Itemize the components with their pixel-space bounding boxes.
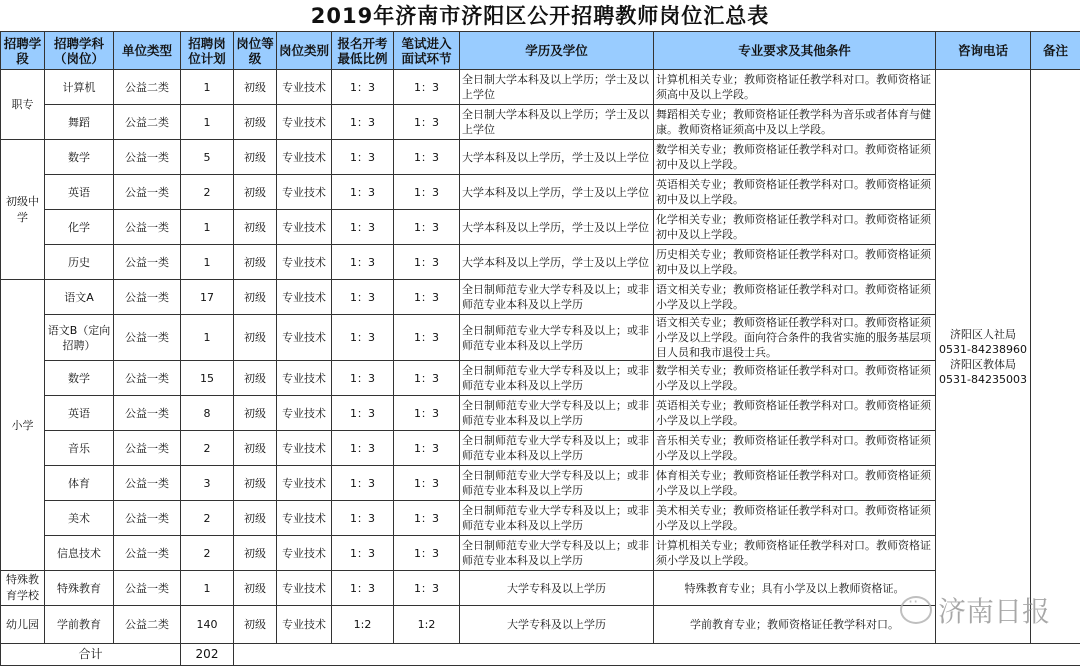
- column-header: 单位类型: [114, 32, 181, 70]
- ratio-cell: 1：3: [332, 175, 394, 210]
- unit-cell: 公益一类: [114, 431, 181, 466]
- unit-cell: 公益一类: [114, 361, 181, 396]
- subject-cell: 英语: [45, 396, 114, 431]
- plan-cell: 1: [181, 70, 234, 105]
- interview-cell: 1：3: [394, 245, 460, 280]
- ratio-cell: 1：3: [332, 396, 394, 431]
- interview-cell: 1：3: [394, 536, 460, 571]
- plan-cell: 1: [181, 210, 234, 245]
- column-header: 招聘学科（岗位）: [45, 32, 114, 70]
- table-row: [1, 105, 1080, 140]
- level-cell: 初级: [234, 280, 277, 315]
- subject-cell: 舞蹈: [45, 105, 114, 140]
- interview-cell: 1：3: [394, 431, 460, 466]
- interview-cell: 1：3: [394, 501, 460, 536]
- recruitment-table: [0, 31, 1080, 666]
- category-cell: 专业技术: [277, 70, 332, 105]
- table-row: [1, 315, 1080, 361]
- watermark: [900, 590, 1050, 630]
- subject-cell: 音乐: [45, 431, 114, 466]
- unit-cell: 公益一类: [114, 175, 181, 210]
- ratio-cell: 1:2: [332, 606, 394, 644]
- category-cell: 专业技术: [277, 501, 332, 536]
- contact-line: 济阳区教体局: [938, 357, 1028, 372]
- ratio-cell: 1：3: [332, 140, 394, 175]
- education-cell: 全日制师范专业大学专科及以上；或非师范专业本科及以上学历: [460, 431, 654, 466]
- stage-cell: 初级中学: [1, 140, 45, 280]
- category-cell: 专业技术: [277, 571, 332, 606]
- unit-cell: 公益一类: [114, 280, 181, 315]
- level-cell: 初级: [234, 315, 277, 361]
- category-cell: 专业技术: [277, 210, 332, 245]
- level-cell: 初级: [234, 466, 277, 501]
- stage-cell: 小学: [1, 280, 45, 571]
- watermark-text: 济南日报: [938, 590, 1050, 630]
- education-cell: 大学专科及以上学历: [460, 606, 654, 644]
- stage-cell: 特殊教育学校: [1, 571, 45, 606]
- stage-cell: 幼儿园: [1, 606, 45, 644]
- plan-cell: 15: [181, 361, 234, 396]
- education-cell: 全日制大学本科及以上学历；学士及以上学位: [460, 70, 654, 105]
- unit-cell: 公益一类: [114, 140, 181, 175]
- subject-cell: 数学: [45, 361, 114, 396]
- table-row: [1, 210, 1080, 245]
- interview-cell: 1：3: [394, 466, 460, 501]
- plan-cell: 1: [181, 245, 234, 280]
- category-cell: 专业技术: [277, 245, 332, 280]
- unit-cell: 公益一类: [114, 536, 181, 571]
- interview-cell: 1:2: [394, 606, 460, 644]
- column-header: 岗位类别: [277, 32, 332, 70]
- education-cell: 大学本科及以上学历，学士及以上学位: [460, 140, 654, 175]
- column-header: 招聘学段: [1, 32, 45, 70]
- ratio-cell: 1：3: [332, 501, 394, 536]
- requirements-cell: 语文相关专业；教师资格证任教学科对口。教师资格证须小学及以上学段。面向符合条件的我省实施的服务基层项目人员和我市退役士兵。: [654, 315, 936, 361]
- plan-cell: 1: [181, 315, 234, 361]
- interview-cell: 1：3: [394, 396, 460, 431]
- interview-cell: 1：3: [394, 140, 460, 175]
- table-row: [1, 70, 1080, 105]
- level-cell: 初级: [234, 431, 277, 466]
- unit-cell: 公益二类: [114, 606, 181, 644]
- requirements-cell: 数学相关专业；教师资格证任教学科对口。教师资格证须初中及以上学段。: [654, 140, 936, 175]
- table-row: [1, 466, 1080, 501]
- table-row: [1, 501, 1080, 536]
- table-row: [1, 175, 1080, 210]
- level-cell: 初级: [234, 175, 277, 210]
- level-cell: 初级: [234, 396, 277, 431]
- category-cell: 专业技术: [277, 140, 332, 175]
- education-cell: 全日制师范专业大学专科及以上；或非师范专业本科及以上学历: [460, 361, 654, 396]
- requirements-cell: 体育相关专业；教师资格证任教学科对口。教师资格证须小学及以上学段。: [654, 466, 936, 501]
- category-cell: 专业技术: [277, 315, 332, 361]
- ratio-cell: 1：3: [332, 466, 394, 501]
- subject-cell: 美术: [45, 501, 114, 536]
- education-cell: 大学本科及以上学历，学士及以上学位: [460, 175, 654, 210]
- education-cell: 全日制师范专业大学专科及以上；或非师范专业本科及以上学历: [460, 315, 654, 361]
- ratio-cell: 1：3: [332, 105, 394, 140]
- contact-line: 0531-84238960: [938, 342, 1028, 357]
- requirements-cell: 化学相关专业；教师资格证任教学科对口。教师资格证须初中及以上学段。: [654, 210, 936, 245]
- column-header: 专业要求及其他条件: [654, 32, 936, 70]
- plan-cell: 2: [181, 175, 234, 210]
- contact-line: 济阳区人社局: [938, 327, 1028, 342]
- requirements-cell: 语文相关专业；教师资格证任教学科对口。教师资格证须小学及以上学段。: [654, 280, 936, 315]
- subject-cell: 语文A: [45, 280, 114, 315]
- plan-cell: 2: [181, 536, 234, 571]
- table-row: [1, 280, 1080, 315]
- ratio-cell: 1：3: [332, 70, 394, 105]
- plan-cell: 17: [181, 280, 234, 315]
- subject-cell: 计算机: [45, 70, 114, 105]
- category-cell: 专业技术: [277, 361, 332, 396]
- column-header: 招聘岗位计划: [181, 32, 234, 70]
- plan-cell: 140: [181, 606, 234, 644]
- ratio-cell: 1：3: [332, 431, 394, 466]
- requirements-cell: 特殊教育专业；具有小学及以上教师资格证。: [654, 571, 936, 606]
- interview-cell: 1：3: [394, 105, 460, 140]
- requirements-cell: 学前教育专业；教师资格证任教学科对口。: [654, 606, 936, 644]
- ratio-cell: 1：3: [332, 210, 394, 245]
- interview-cell: 1：3: [394, 315, 460, 361]
- table-row: [1, 431, 1080, 466]
- unit-cell: 公益一类: [114, 210, 181, 245]
- interview-cell: 1：3: [394, 175, 460, 210]
- header-row: [1, 32, 1080, 70]
- unit-cell: 公益一类: [114, 245, 181, 280]
- table-row: [1, 140, 1080, 175]
- education-cell: 大学本科及以上学历，学士及以上学位: [460, 210, 654, 245]
- column-header: 报名开考最低比例: [332, 32, 394, 70]
- contact-line: 0531-84235003: [938, 372, 1028, 387]
- unit-cell: 公益二类: [114, 105, 181, 140]
- requirements-cell: 数学相关专业；教师资格证任教学科对口。教师资格证须小学及以上学段。: [654, 361, 936, 396]
- level-cell: 初级: [234, 606, 277, 644]
- unit-cell: 公益二类: [114, 70, 181, 105]
- ratio-cell: 1：3: [332, 280, 394, 315]
- requirements-cell: 计算机相关专业；教师资格证任教学科对口。教师资格证须小学及以上学段。: [654, 536, 936, 571]
- interview-cell: 1：3: [394, 280, 460, 315]
- plan-cell: 2: [181, 501, 234, 536]
- level-cell: 初级: [234, 210, 277, 245]
- category-cell: 专业技术: [277, 105, 332, 140]
- education-cell: 大学本科及以上学历，学士及以上学位: [460, 245, 654, 280]
- interview-cell: 1：3: [394, 361, 460, 396]
- ratio-cell: 1：3: [332, 571, 394, 606]
- unit-cell: 公益一类: [114, 315, 181, 361]
- total-value: 202: [181, 644, 234, 666]
- subject-cell: 特殊教育: [45, 571, 114, 606]
- education-cell: 全日制大学本科及以上学历；学士及以上学位: [460, 105, 654, 140]
- subject-cell: 英语: [45, 175, 114, 210]
- column-header: 岗位等级: [234, 32, 277, 70]
- unit-cell: 公益一类: [114, 571, 181, 606]
- requirements-cell: 舞蹈相关专业；教师资格证任教学科为音乐或者体育与健康。教师资格证须高中及以上学段。: [654, 105, 936, 140]
- table-row: [1, 536, 1080, 571]
- level-cell: 初级: [234, 245, 277, 280]
- remarks-cell: [1031, 70, 1080, 644]
- level-cell: 初级: [234, 140, 277, 175]
- category-cell: 专业技术: [277, 466, 332, 501]
- category-cell: 专业技术: [277, 175, 332, 210]
- level-cell: 初级: [234, 105, 277, 140]
- column-header: 笔试进入面试环节: [394, 32, 460, 70]
- unit-cell: 公益一类: [114, 466, 181, 501]
- page-title: 2019年济南市济阳区公开招聘教师岗位汇总表: [0, 0, 1080, 32]
- interview-cell: 1：3: [394, 210, 460, 245]
- contact-cell: [936, 70, 1031, 644]
- requirements-cell: 英语相关专业；教师资格证任教学科对口。教师资格证须小学及以上学段。: [654, 396, 936, 431]
- plan-cell: 3: [181, 466, 234, 501]
- ratio-cell: 1：3: [332, 361, 394, 396]
- plan-cell: 1: [181, 571, 234, 606]
- education-cell: 全日制师范专业大学专科及以上；或非师范专业本科及以上学历: [460, 501, 654, 536]
- plan-cell: 1: [181, 105, 234, 140]
- table-row: [1, 245, 1080, 280]
- subject-cell: 历史: [45, 245, 114, 280]
- plan-cell: 8: [181, 396, 234, 431]
- level-cell: 初级: [234, 501, 277, 536]
- category-cell: 专业技术: [277, 280, 332, 315]
- category-cell: 专业技术: [277, 606, 332, 644]
- level-cell: 初级: [234, 70, 277, 105]
- ratio-cell: 1：3: [332, 536, 394, 571]
- ratio-cell: 1：3: [332, 245, 394, 280]
- wechat-icon: [900, 596, 932, 624]
- interview-cell: 1：3: [394, 571, 460, 606]
- subject-cell: 语文B（定向招聘）: [45, 315, 114, 361]
- column-header: 咨询电话: [936, 32, 1031, 70]
- education-cell: 全日制师范专业大学专科及以上；或非师范专业本科及以上学历: [460, 280, 654, 315]
- requirements-cell: 历史相关专业；教师资格证任教学科对口。教师资格证须初中及以上学段。: [654, 245, 936, 280]
- requirements-cell: 美术相关专业；教师资格证任教学科对口。教师资格证须小学及以上学段。: [654, 501, 936, 536]
- requirements-cell: 音乐相关专业；教师资格证任教学科对口。教师资格证须小学及以上学段。: [654, 431, 936, 466]
- subject-cell: 化学: [45, 210, 114, 245]
- subject-cell: 信息技术: [45, 536, 114, 571]
- column-header: 备注: [1031, 32, 1080, 70]
- total-row: [1, 644, 1080, 666]
- requirements-cell: 英语相关专业；教师资格证任教学科对口。教师资格证须初中及以上学段。: [654, 175, 936, 210]
- plan-cell: 2: [181, 431, 234, 466]
- plan-cell: 5: [181, 140, 234, 175]
- education-cell: 全日制师范专业大学专科及以上；或非师范专业本科及以上学历: [460, 536, 654, 571]
- level-cell: 初级: [234, 571, 277, 606]
- table-row: [1, 361, 1080, 396]
- unit-cell: 公益一类: [114, 501, 181, 536]
- category-cell: 专业技术: [277, 431, 332, 466]
- unit-cell: 公益一类: [114, 396, 181, 431]
- education-cell: 全日制师范专业大学专科及以上；或非师范专业本科及以上学历: [460, 466, 654, 501]
- table-row: [1, 396, 1080, 431]
- subject-cell: 体育: [45, 466, 114, 501]
- education-cell: 全日制师范专业大学专科及以上；或非师范专业本科及以上学历: [460, 396, 654, 431]
- level-cell: 初级: [234, 536, 277, 571]
- column-header: 学历及学位: [460, 32, 654, 70]
- category-cell: 专业技术: [277, 396, 332, 431]
- category-cell: 专业技术: [277, 536, 332, 571]
- total-empty: [234, 644, 1080, 666]
- subject-cell: 数学: [45, 140, 114, 175]
- total-label: 合计: [1, 644, 181, 666]
- education-cell: 大学专科及以上学历: [460, 571, 654, 606]
- level-cell: 初级: [234, 361, 277, 396]
- requirements-cell: 计算机相关专业；教师资格证任教学科对口。教师资格证须高中及以上学段。: [654, 70, 936, 105]
- stage-cell: 职专: [1, 70, 45, 140]
- interview-cell: 1：3: [394, 70, 460, 105]
- ratio-cell: 1：3: [332, 315, 394, 361]
- subject-cell: 学前教育: [45, 606, 114, 644]
